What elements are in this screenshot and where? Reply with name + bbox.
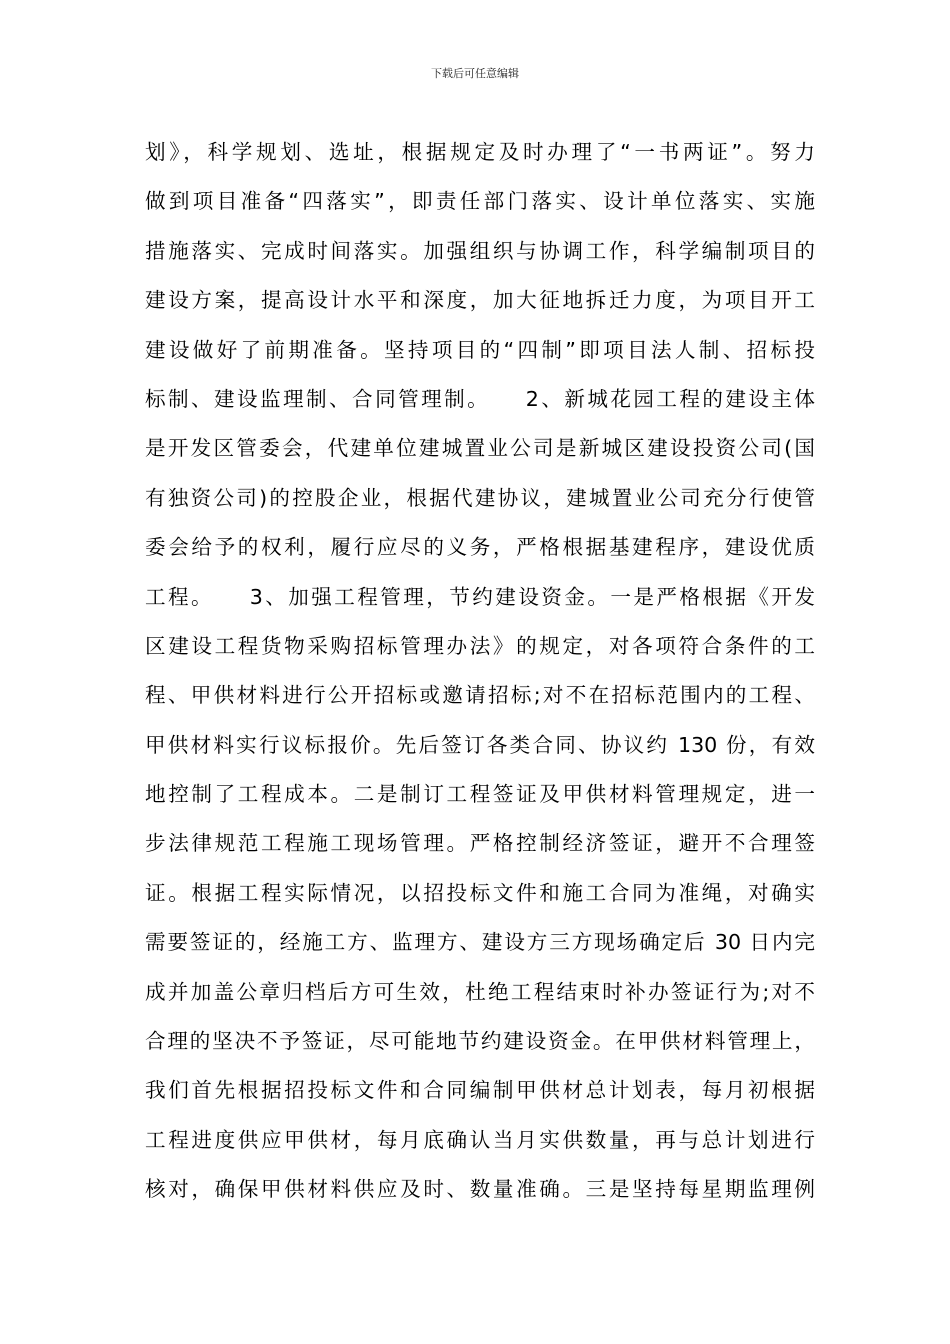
text-line: 标制、建设监理制、合同管理制。 2、新城花园工程的建设主体 — [145, 386, 815, 411]
text-line: 划》，科学规划、选址，根据规定及时办理了“一书两证”。努力 — [145, 140, 815, 164]
text-line: 地控制了工程成本。二是制订工程签证及甲供材料管理规定，进一 — [145, 782, 815, 807]
text-line: 证。根据工程实际情况，以招投标文件和施工合同为准绳，对确实 — [145, 880, 815, 905]
text-line: 我们首先根据招投标文件和合同编制甲供材总计划表，每月初根据 — [145, 1078, 815, 1103]
text-line: 成并加盖公章归档后方可生效，杜绝工程结束时补办签证行为;对不 — [145, 979, 815, 1004]
text-line: 建设方案，提高设计水平和深度，加大征地拆迁力度，为项目开工 — [145, 288, 815, 313]
text-line: 区建设工程货物采购招标管理办法》的规定，对各项符合条件的工 — [145, 633, 815, 658]
text-line: 程、甲供材料进行公开招标或邀请招标;对不在招标范围内的工程、 — [145, 683, 815, 708]
text-line: 做到项目准备“四落实”，即责任部门落实、设计单位落实、实施 — [145, 189, 815, 214]
text-line: 需要签证的，经施工方、监理方、建设方三方现场确定后 30 日内完 — [145, 930, 815, 955]
text-line: 有独资公司)的控股企业，根据代建协议，建城置业公司充分行使管 — [145, 485, 815, 510]
text-line: 核对，确保甲供材料供应及时、数量准确。三是坚持每星期监理例 — [145, 1177, 815, 1202]
text-line: 甲供材料实行议标报价。先后签订各类合同、协议约 130 份，有效 — [145, 732, 815, 757]
text-line: 合理的坚决不予签证，尽可能地节约建设资金。在甲供材料管理上， — [145, 1029, 815, 1054]
text-line: 是开发区管委会，代建单位建城置业公司是新城区建设投资公司(国 — [145, 436, 815, 461]
document-body — [145, 128, 815, 1215]
text-line: 工程。 3、加强工程管理，节约建设资金。一是严格根据《开发 — [145, 584, 815, 609]
text-line: 措施落实、完成时间落实。加强组织与协调工作，科学编制项目的 — [145, 238, 815, 263]
text-line: 委会给予的权利，履行应尽的义务，严格根据基建程序，建设优质 — [145, 535, 815, 560]
page-header: 下载后可任意编辑 — [431, 67, 519, 80]
text-line: 步法律规范工程施工现场管理。严格控制经济签证，避开不合理签 — [145, 831, 815, 856]
text-line: 建设做好了前期准备。坚持项目的“四制”即项目法人制、招标投 — [145, 337, 815, 362]
text-line: 工程进度供应甲供材，每月底确认当月实供数量，再与总计划进行 — [145, 1127, 815, 1152]
